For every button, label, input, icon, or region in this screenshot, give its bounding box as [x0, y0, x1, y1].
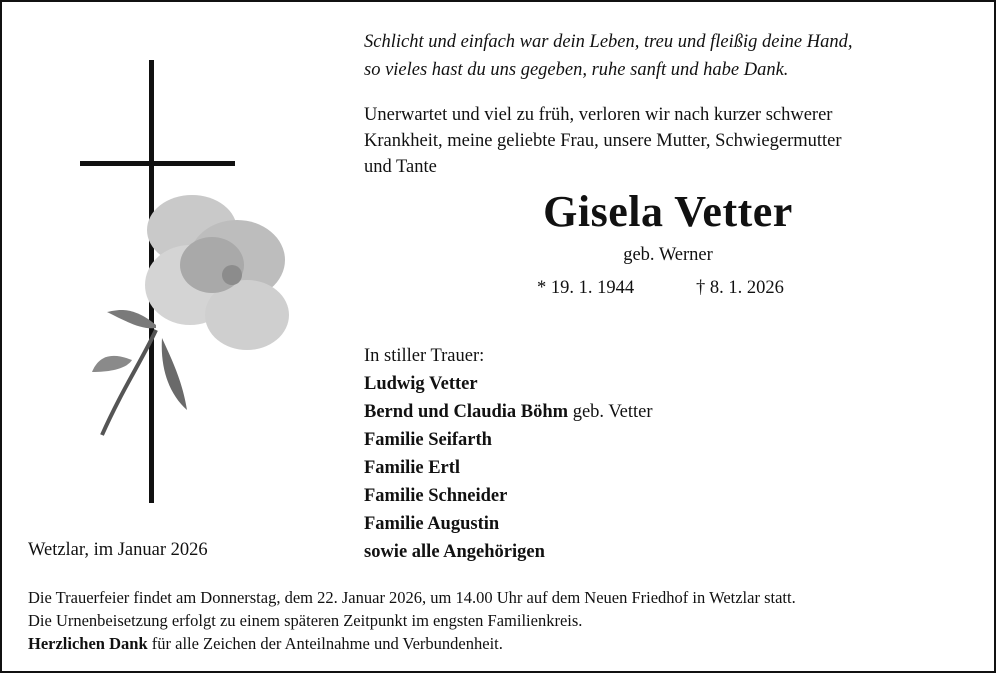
mourner-item [364, 454, 653, 482]
flower-icon [145, 195, 289, 350]
footer-line: Die Urnenbeisetzung erfolgt zu einem späteren Zeitpunkt im engsten Familienkreis. [28, 611, 583, 630]
mourner-name: Familie Augustin [364, 514, 500, 534]
mourner-suffix: geb. Vetter [568, 402, 653, 422]
place-date: Wetzlar, im Januar 2026 [28, 540, 208, 560]
intro-line: und Tante [364, 157, 437, 177]
mourner-name: Familie Ertl [364, 458, 461, 478]
mourner-name: Bernd und Claudia Böhm [364, 402, 569, 422]
mourner-name: sowie alle Angehörigen [364, 542, 545, 562]
intro-text [364, 102, 842, 180]
intro-line: Krankheit, meine geliebte Frau, unsere Mutter, Schwiegermutter [364, 131, 842, 151]
mourner-item [364, 482, 653, 510]
motto-verse [364, 28, 852, 84]
mourner-item [364, 538, 653, 566]
mourner-name: Familie Seifarth [364, 430, 492, 450]
cross-flower-illustration [72, 60, 292, 505]
thanks-bold: Herzlichen Dank [28, 634, 148, 653]
maiden-name: geb. Werner [623, 245, 713, 265]
motto-line: Schlicht und einfach war dein Leben, treu und fleißig deine Hand, [364, 32, 853, 52]
death-date: † 8. 1. 2026 [696, 278, 784, 298]
ceremony-info [28, 586, 796, 655]
mourners-list [364, 342, 653, 566]
thanks-rest: für alle Zeichen der Anteilnahme und Verbundenheit. [147, 634, 503, 653]
motto-line: so vieles hast du uns gegeben, ruhe sanft und habe Dank. [364, 60, 789, 80]
mourner-name: Familie Schneider [364, 486, 508, 506]
mourner-item [364, 398, 653, 426]
mourners-heading: In stiller Trauer: [364, 346, 485, 366]
intro-line: Unerwartet und viel zu früh, verloren wir nach kurzer schwerer [364, 105, 833, 125]
cross-icon [72, 60, 292, 505]
mourner-item [364, 426, 653, 454]
mourner-name: Ludwig Vetter [364, 374, 478, 394]
deceased-name: Gisela Vetter [543, 187, 793, 236]
footer-line: Die Trauerfeier findet am Donnerstag, dem 22. Januar 2026, um 14.00 Uhr auf dem Neuen Friedhof in Wetzlar statt. [28, 588, 796, 607]
birth-date: * 19. 1. 1944 [537, 278, 635, 298]
mourner-item [364, 370, 653, 398]
thanks-line [28, 632, 796, 655]
mourner-item [364, 510, 653, 538]
